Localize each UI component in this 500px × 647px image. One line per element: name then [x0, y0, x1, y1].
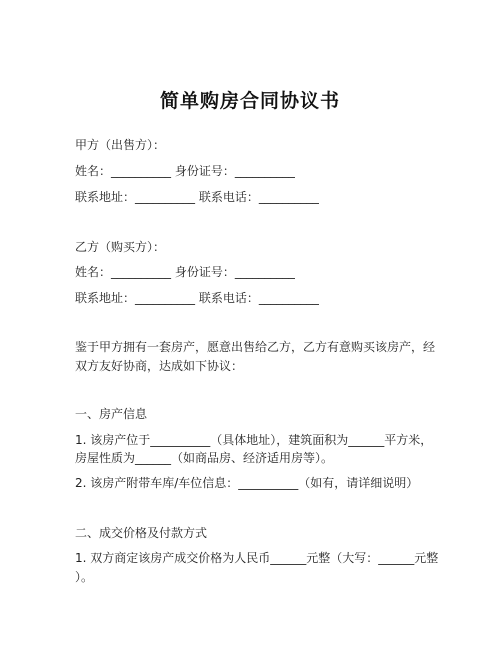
preamble-line-1: 鉴于甲方拥有一套房产，愿意出售给乙方，乙方有意购买该房产，经	[75, 340, 436, 354]
preamble-line-2: 双方友好协商，达成如下协议：	[75, 359, 244, 373]
party-a-name-id: 姓名：__________ 身份证号：__________	[75, 164, 295, 178]
party-b-heading: 乙方（购买方）：	[75, 240, 166, 254]
section-2-item-1-line-1: 1. 双方商定该房产成交价格为人民币______元整（大写：______元整	[75, 551, 439, 565]
document-title: 简单购房合同协议书	[159, 90, 340, 112]
section-2-heading: 二、成交价格及付款方式	[75, 526, 208, 540]
party-b-name-id: 姓名：__________ 身份证号：__________	[75, 265, 295, 279]
section-1-item-1-line-1: 1. 该房产位于__________（具体地址），建筑面积为______平方米，	[75, 433, 433, 447]
party-b-contact: 联系地址：__________ 联系电话：__________	[75, 291, 319, 305]
section-1-item-2: 2. 该房产附带车库/车位信息：__________（如有，请详细说明）	[75, 476, 419, 490]
section-1-heading: 一、房产信息	[75, 407, 148, 421]
section-1-item-1-line-2: 房屋性质为______（如商品房、经济适用房等）。	[75, 451, 334, 465]
party-a-contact: 联系地址：__________ 联系电话：__________	[75, 190, 319, 204]
section-2-item-1-line-2: ）。	[75, 570, 94, 584]
party-a-heading: 甲方（出售方）：	[75, 138, 166, 152]
